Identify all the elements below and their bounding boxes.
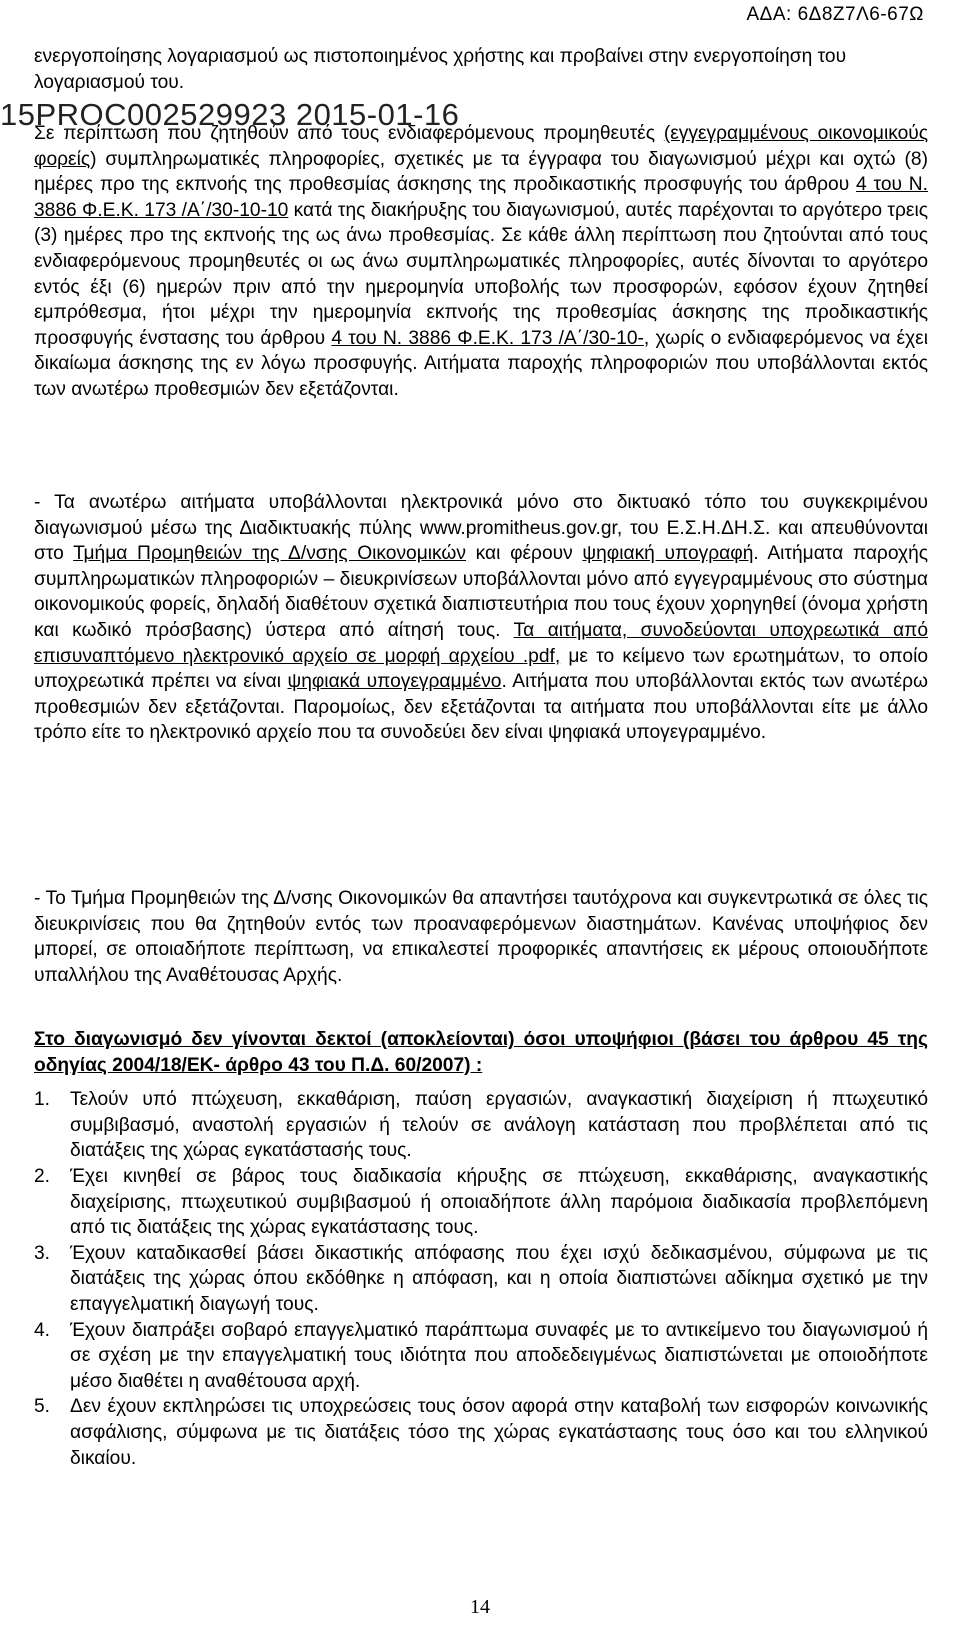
list-item-number: 4. xyxy=(34,1319,51,1341)
list-item-number: 3. xyxy=(34,1242,51,1264)
text-run: ) συμπληρωματικές πληροφορίες, σχετικές με τα έγγραφα του διαγωνισμού μέχρι και οχτώ (8) ημέρες προ της εκπνοής της προθεσμίας άσκησης της προδικαστικής προσφυγής του άρθρου xyxy=(34,148,928,196)
procurement-department-underlined: Τμήμα Προμηθειών της Δ/νσης Οικονομικών xyxy=(73,543,466,565)
text-run: , χωρίς ο ενδιαφερόμενος να έχει δικαίωμα άσκησης της εν λόγω προσφυγής. Αιτήματα παροχής πληροφοριών που υποβάλλονται εκτός των ανωτέρω προθεσμιών δεν εξετάζονται. xyxy=(34,327,928,400)
list-item-text: Έχει κινηθεί σε βάρος τους διαδικασία κήρυξης σε πτώχευση, εκκαθάρισης, αναγκαστικής διαχείρισης, πτωχευτικού συμβιβασμού ή οποιαδήποτε άλλη παρόμοια διαδικασία προβλεπόμενη από τις διατάξεις της χώρας εγκατάστασης τους. xyxy=(70,1165,928,1239)
intro-paragraph: ενεργοποίησης λογαριασμού ως πιστοποιημένος χρήστης και προβαίνει στην ενεργοποίηση του λογαριασμού του. xyxy=(34,46,847,93)
registered-operators-underlined: (εγγεγραμμένους οικονομικούς φορείς xyxy=(34,123,929,170)
electronic-submission-block xyxy=(34,490,928,746)
law-reference-underlined: 4 του Ν. 3886 Φ.Ε.Κ. 173 /Α΄/30-10-10 xyxy=(34,174,928,221)
exclusion-list xyxy=(34,1087,928,1471)
text-run: Σε περίπτωση που ζητηθούν από τους ενδιαφερόμενους προμηθευτές xyxy=(34,123,664,144)
list-item xyxy=(34,1318,928,1395)
text-run: - Τα ανωτέρω αιτήματα υποβάλλονται ηλεκτρονικά μόνο στο δικτυακό τόπο του συγκεκριμένου διαγωνισμού μέσω της Διαδικτυακής πύλης www.promitheus.gov.gr, του Ε.Σ.Η.ΔΗ.Σ. και απευθύνονται στο xyxy=(34,492,928,565)
clarification-deadlines-block xyxy=(34,121,928,403)
protocol-watermark: 15PROC002529923 2015-01-16 xyxy=(0,97,460,132)
department-answers-paragraph: - Το Τμήμα Προμηθειών της Δ/νσης Οικονομικών θα απαντήσει ταυτόχρονα και συγκεντρωτικά σε όλες τις διευκρινίσεις που θα ζητηθούν εντός των προαναφερόμενων διαστημάτων. Κανένας υποψήφιος δεν μπορεί, σε οποιαδήποτε περίπτωση, να επικαλεστεί προφορικές απαντήσεις εκ μέρους οποιουδήποτε υπαλλήλου της Αναθέτουσας Αρχής. xyxy=(34,888,928,986)
list-item xyxy=(34,1087,928,1164)
clarification-deadlines-paragraph xyxy=(34,121,928,403)
text-run: και φέρουν xyxy=(465,543,583,565)
ada-header-code: ΑΔΑ: 6Δ8Ζ7Λ6-67Ω xyxy=(746,4,924,25)
page-number: 14 xyxy=(470,1596,490,1618)
list-item-number: 2. xyxy=(34,1165,51,1187)
text-run: κατά της διακήρυξης του διαγωνισμού, αυτές παρέχονται το αργότερο τρεις (3) ημέρες προ της εκπνοής της ως άνω προθεσμίας. Σε κάθε άλλη περίπτωση που ζητούνται από τους ενδιαφερόμενους προμηθευτές οι ως άνω συμπληρωματικές πληροφορίες, αυτές δίνονται το αργότερο εντός έξι (6) ημερών πριν από την ημερομηνία υποβολής των προσφορών, εφόσον έχουν ζητηθεί εμπρόθεσμα, ήτοι μέχρι την ημερομηνία εκπνοής της προθεσμίας άσκησης της προδικαστικής προσφυγής ένστασης του άρθρου xyxy=(34,199,928,349)
digitally-signed-underlined: ψηφιακά υπογεγραμμένο xyxy=(287,671,502,693)
electronic-submission-paragraph xyxy=(34,490,928,746)
list-item-text: Έχουν διαπράξει σοβαρό επαγγελματικό παράπτωμα συναφές με το αντικείμενο του διαγωνισμού ή σε σχέση με την επαγγελματική τους ιδιότητα που αποδεδειγμένως διαπιστώνεται με οποιοδήποτε μέσο διαθέτει η αναθέτουσα αρχή. xyxy=(70,1319,928,1392)
law-reference-underlined: 4 του Ν. 3886 Φ.Ε.Κ. 173 /Α΄/30-10- xyxy=(331,327,644,349)
digital-signature-underlined: ψηφιακή υπογραφή xyxy=(582,543,754,565)
list-item-number: 5. xyxy=(34,1396,51,1418)
pdf-attachment-underlined: Τα αιτήματα, συνοδεύονται υποχρεωτικά από επισυναπτόμενο ηλεκτρονικό αρχείο σε μορφή αρχείου .pdf, xyxy=(34,619,928,667)
list-item-text: Έχουν καταδικασθεί βάσει δικαστικής απόφασης που έχει ισχύ δεδικασμένου, σύμφωνα με τις διατάξεις της χώρας όπου εκδόθηκε η απόφαση, και η οποία διαπιστώνει αδίκημα σχετικό με την επαγγελματική διαγωγή τους. xyxy=(70,1242,928,1315)
list-item xyxy=(34,1394,928,1471)
list-item-number: 1. xyxy=(34,1089,51,1111)
list-item-text: Δεν έχουν εκπληρώσει τις υποχρεώσεις τους όσον αφορά στην καταβολή των εισφορών κοινωνικής ασφάλισης, σύμφωνα με τις διατάξεις τόσο της χώρας εγκατάστασης τους όσο και του ελληνικού δικαίου. xyxy=(70,1396,928,1469)
list-item xyxy=(34,1241,928,1318)
list-item xyxy=(34,1164,928,1241)
intro-block xyxy=(34,44,928,95)
text-run: με το κείμενο των ερωτημάτων, το οποίο υποχρεωτικά πρέπει να είναι xyxy=(34,645,928,693)
text-run: . Αιτήματα που υποβάλλονται εκτός των ανωτέρω προθεσμιών δεν εξετάζονται. Παρομοίως, δεν εξετάζονται τα αιτήματα που υποβάλλονται είτε με άλλο τρόπο είτε το ηλεκτρονικό αρχείο που τα συνοδεύει δεν είναι ψηφιακά υπογεγραμμένο. xyxy=(34,671,928,744)
department-answers-block xyxy=(34,886,928,988)
list-item-text: Τελούν υπό πτώχευση, εκκαθάριση, παύση εργασιών, αναγκαστική διαχείριση ή πτωχευτικό συμβιβασμό, αναστολή εργασιών ή τελούν σε ανάλογη κατάσταση που προβλέπεται από τις διατάξεις της χώρας εγκατάστασής τους. xyxy=(70,1089,928,1162)
exclusion-section xyxy=(34,1027,928,1471)
text-run: . Αιτήματα παροχής συμπληρωματικών πληροφοριών – διευκρινίσεων υποβάλλονται μόνο από εγγεγραμμένους στο σύστημα οικονομικούς φορείς, δηλαδή διαθέτουν σχετικά διαπιστευτήρια που τους έχουν χορηγηθεί (όνομα χρήστη και κωδικό πρόσβασης) ύστερα από αίτησή τους. xyxy=(34,543,928,641)
exclusion-heading: Στο διαγωνισμό δεν γίνονται δεκτοί (αποκλείονται) όσοι υποψήφιοι (βάσει του άρθρου 45 της οδηγίας 2004/18/ΕΚ- άρθρο 43 του Π.Δ. 60/2007) : xyxy=(34,1029,928,1076)
